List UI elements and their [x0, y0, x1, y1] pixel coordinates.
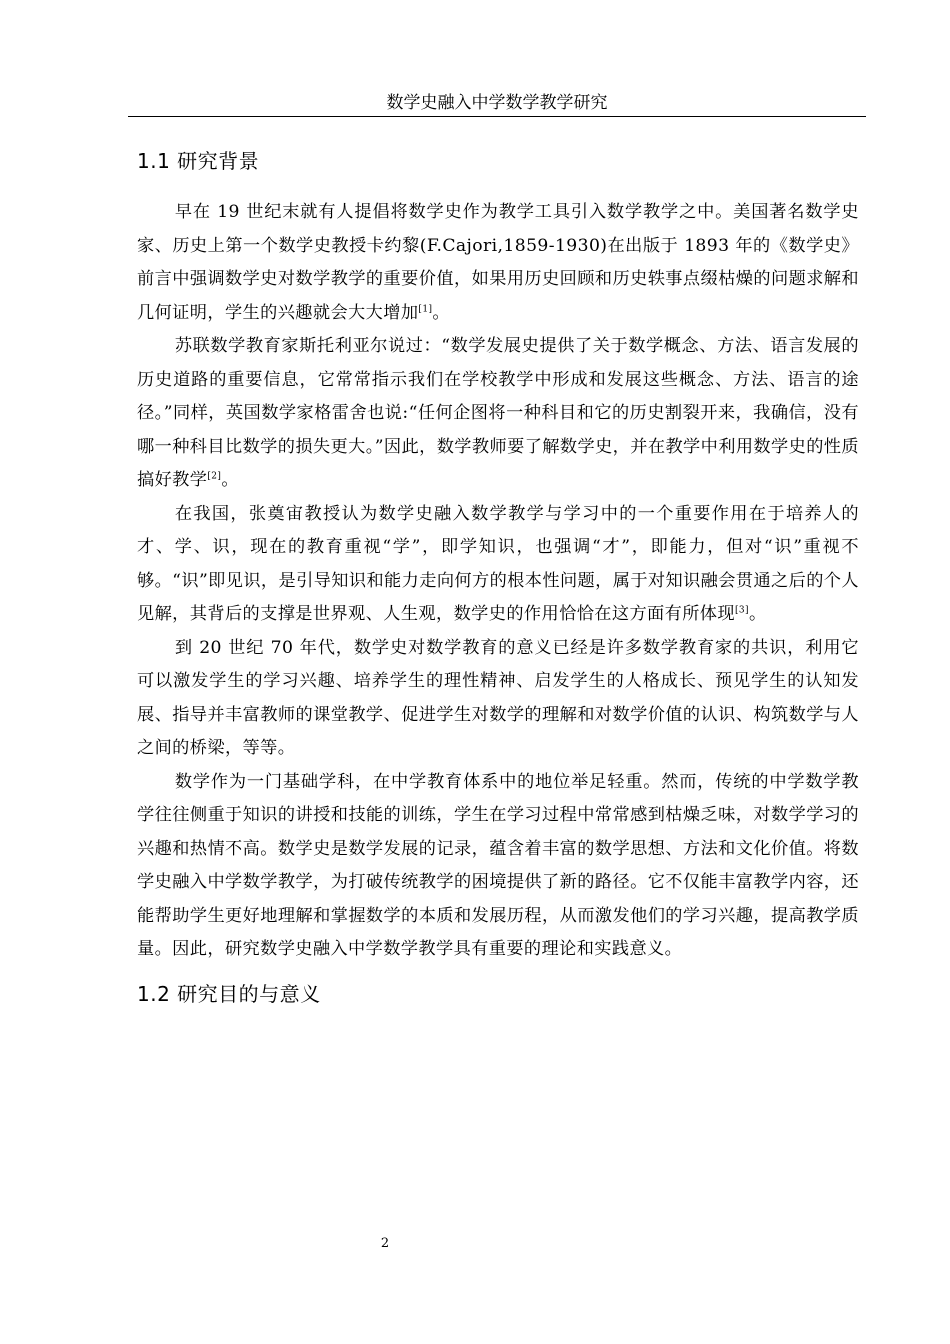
- citation-ref: [2]: [207, 471, 222, 482]
- paragraph-1: [137, 196, 859, 330]
- paragraph-2: [137, 330, 859, 498]
- paragraph-text: 在我国，张奠宙教授认为数学史融入数学教学与学习中的一个重要作用在于培养人的才、学、识，现在的教育重视“学”，即学知识，也强调“才”，即能力，但对“识”重视不够。“识”即见识，是引导知识和能力走向何方的根本性问题，属于对知识融会贯通之后的个人见解，其背后的支撑是世界观、人生观，数学史的作用恰恰在这方面有所体现: [137, 503, 859, 624]
- paragraph-text: 数学作为一门基础学科，在中学教育体系中的地位举足轻重。然而，传统的中学数学教学往往侧重于知识的讲授和技能的训练，学生在学习过程中常常感到枯燥乏味，对数学学习的兴趣和热情不高。数学史是数学发展的记录，蕴含着丰富的数学思想、方法和文化价值。将数学史融入中学数学教学，为打破传统教学的困境提供了新的路径。它不仅能丰富教学内容，还能帮助学生更好地理解和掌握数学的本质和发展历程，从而激发他们的学习兴趣，提高教学质量。因此，研究数学史融入中学数学教学具有重要的理论和实践意义。: [137, 771, 859, 959]
- running-header: 数学史融入中学数学教学研究: [128, 92, 866, 117]
- section-heading-1-2: 1.2 研究目的与意义: [137, 981, 321, 1006]
- citation-ref: [1]: [418, 303, 433, 314]
- paragraph-3: [137, 498, 859, 632]
- paragraph-5: [137, 766, 859, 967]
- section-heading-1-1: 1.1 研究背景: [137, 149, 260, 173]
- paragraph-tail: 。: [221, 470, 239, 490]
- paragraph-text: 到 20 世纪 70 年代，数学史对数学教育的意义已经是许多数学教育家的共识，利用它可以激发学生的学习兴趣、培养学生的理性精神、启发学生的人格成长、预见学生的认知发展、指导并丰富教师的课堂教学、促进学生对数学的理解和对数学价值的认识、构筑数学与人之间的桥梁，等等。: [137, 637, 859, 758]
- paragraph-text: 苏联数学教育家斯托利亚尔说过：“数学发展史提供了关于数学概念、方法、语言发展的历史道路的重要信息，它常常指示我们在学校教学中形成和发展这些概念、方法、语言的途径。”同样，英国数学家格雷舍也说:“任何企图将一种科目和它的历史割裂开来，我确信，没有哪一种科目比数学的损失更大。”因此，数学教师要了解数学史，并在教学中利用数学史的性质搞好教学: [137, 336, 859, 490]
- paragraph-4: [137, 632, 859, 766]
- page-number: 2: [380, 1236, 390, 1251]
- paragraph-tail: 。: [748, 604, 767, 624]
- paragraph-tail: 。: [432, 302, 450, 323]
- page-content: [137, 146, 859, 1009]
- paragraph-text: 早在 19 世纪末就有人提倡将数学史作为教学工具引入数学教学之中。美国著名数学史家、历史上第一个数学史教授卡约黎(F.Cajori,1859-1930)在出版于 1893 年的《数学史》前言中强调数学史对数学教学的重要价值，如果用历史回顾和历史轶事点缀枯燥的问题求解和几何证明，学生的兴趣就会大大增加: [137, 202, 859, 323]
- citation-ref: [3]: [734, 605, 749, 616]
